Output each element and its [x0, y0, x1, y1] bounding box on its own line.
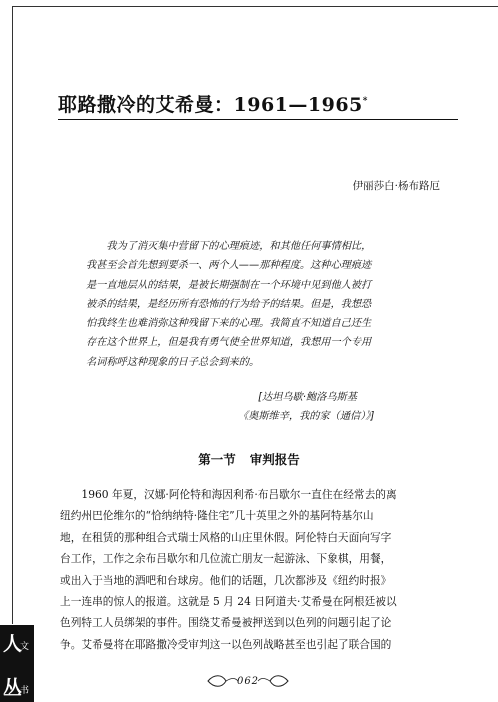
body-line: 争。艾希曼将在耶路撒冷受审判这一以色列战略甚至也引起了联合国的	[60, 637, 392, 651]
logo-char: 文	[20, 642, 30, 652]
epigraph-line: 怕我终生也难消弥这种残留下来的心理。我简直不知道自己还生	[86, 318, 372, 330]
body-line: 1960 年夏，汉娜·阿伦特和海因利希·布吕歇尔一直住在经常去的离	[81, 488, 397, 501]
epigraph	[86, 237, 422, 372]
section-title: 审判报告	[249, 452, 300, 467]
author-name: 伊丽莎白·杨布路厄	[352, 180, 440, 192]
chapter-title-text: 耶路撒冷的艾希曼：1961—1965	[58, 94, 363, 116]
epigraph-source-author: [达坦乌歇·鲍洛乌斯基	[258, 392, 357, 403]
logo-char: 人	[3, 633, 23, 655]
body-line: 台工作，工作之余布吕歇尔和几位流亡朋友一起游泳、下象棋，用餐，	[60, 552, 392, 566]
series-logo	[0, 625, 34, 702]
body-line: 地，在租赁的那种组合式瑞士风格的山庄里休假。阿伦特白天面向写字	[60, 530, 392, 544]
body-text	[60, 484, 438, 655]
page-footer	[204, 672, 292, 690]
epigraph-line: 存在这个世界上，但是我有勇气使全世界知道，我想用一个专用	[86, 337, 372, 349]
epigraph-line: 我为了消灭集中营留下的心理痕迹，和其他任何事情相比，	[106, 241, 372, 252]
title-footnote-mark: *	[362, 96, 368, 107]
logo-char: 丛	[3, 677, 23, 699]
epigraph-line: 是一直地层从的结果，是被长期强制在一个环境中见到他人被打	[86, 279, 372, 291]
epigraph-line: 我甚至会首先想到要杀一、两个人——那种程度。这种心理痕迹	[86, 260, 372, 272]
logo-char: 书	[20, 686, 30, 696]
left-border-line	[12, 6, 13, 624]
body-line: 色列特工人员绑架的事件。围绕艾希曼被押送到以色列的问题引起了论	[60, 616, 392, 630]
body-line: 或出入于当地的酒吧和台球房。他们的话题，几次都涉及《纽约时报》	[60, 573, 392, 587]
body-line: 上一连串的惊人的报道。这就是 5 月 24 日阿道夫·艾希曼在阿根廷被以	[60, 595, 397, 609]
body-line: 纽约州巴伦维尔的“恰纳纳特·隆住宅”几十英里之外的基阿特基尔山	[60, 509, 374, 523]
section-heading	[0, 450, 498, 468]
epigraph-line: 被杀的结果，是经历所有恐怖的行为给予的结果。但是，我想恐	[86, 298, 372, 310]
chapter-title	[58, 90, 458, 120]
section-number: 第一节	[198, 452, 236, 467]
epigraph-source-title: 《奥斯维辛，我的家（通信）》]	[238, 411, 375, 422]
epigraph-line: 名词称呼这种现象的日子总会到来的。	[86, 356, 260, 368]
top-border-line	[12, 6, 498, 7]
page-number: 062	[236, 675, 260, 687]
